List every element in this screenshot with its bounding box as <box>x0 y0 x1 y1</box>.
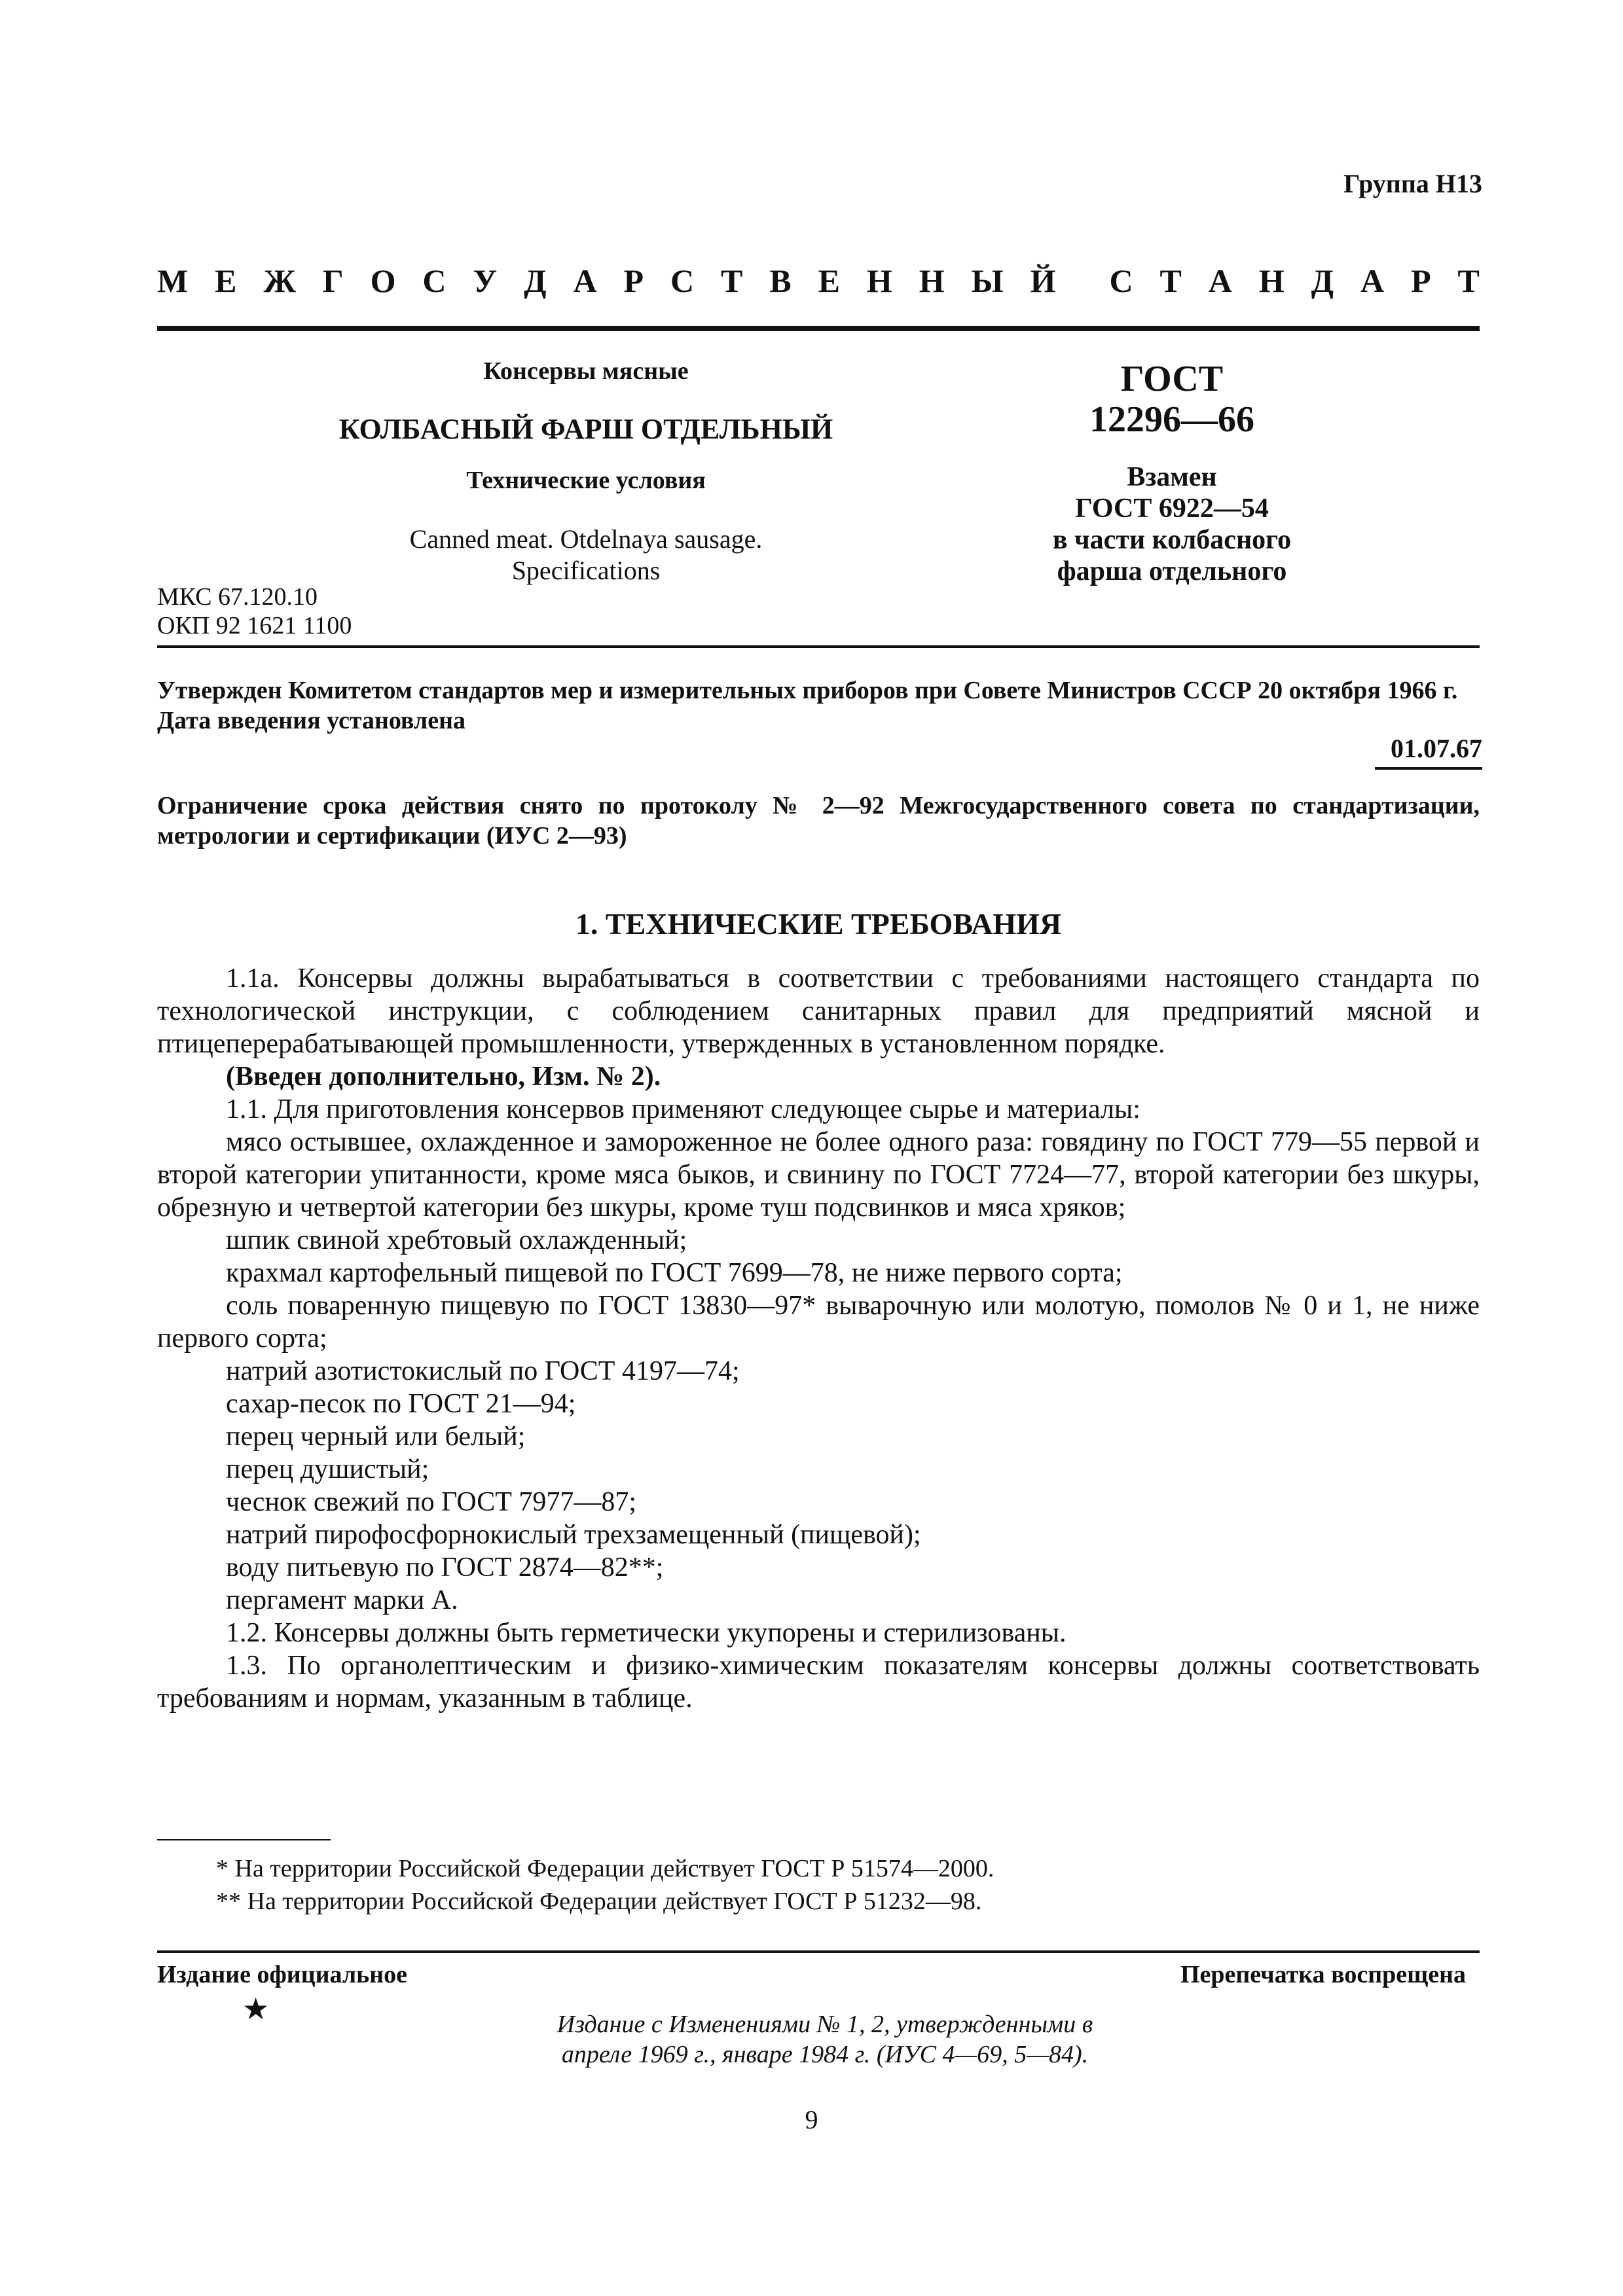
banner-letter: С <box>670 262 695 299</box>
banner-letter: А <box>1360 262 1385 299</box>
english-title-line: Specifications <box>511 556 661 585</box>
document-title: КОЛБАСНЫЙ ФАРШ ОТДЕЛЬНЫЙ <box>338 413 833 445</box>
effective-date: 01.07.67 <box>1391 734 1482 763</box>
banner-letter: Ы <box>971 262 1004 299</box>
banner-letter: Н <box>1258 262 1285 299</box>
page-number: 9 <box>805 2105 818 2134</box>
edition-note-line: Издание с Изменениями № 1, 2, утвержденными в <box>556 2011 1093 2038</box>
title-rule <box>157 645 1480 648</box>
paragraph-amendment-note: (Введен дополнительно, Изм. № 2). <box>226 1062 661 1092</box>
standard-banner <box>157 262 1480 300</box>
banner-letter: Н <box>919 262 945 299</box>
banner-letter: О <box>370 262 396 299</box>
date-underline <box>1375 767 1482 770</box>
paragraph: 1.2. Консервы должны быть герметически укупорены и стерилизованы. <box>226 1618 1067 1648</box>
list-item: шпик свиной хребтовый охлажденный; <box>226 1225 687 1255</box>
banner-letter: Й <box>1030 262 1056 299</box>
approval-info <box>157 675 1480 736</box>
footnote: ** На территории Российской Федерации действует ГОСТ Р 51232—98. <box>216 1888 982 1915</box>
banner-letter: Е <box>215 262 237 299</box>
product-category: Консервы мясные <box>483 357 689 385</box>
list-item: натрий азотистокислый по ГОСТ 4197—74; <box>226 1356 740 1386</box>
english-title <box>308 524 864 586</box>
validity-limit-note: Ограничение срока действия снято по протоколу № 2—92 Межгосударственного совета по стандартизации, метрологии и сертификации (ИУС 2—93) <box>157 792 1480 850</box>
edition-note-line: апреле 1969 г., январе 1984 г. (ИУС 4—69, 5—84). <box>561 2041 1089 2068</box>
list-item: натрий пирофосфорнокислый трехзамещенный (пищевой); <box>226 1520 921 1550</box>
banner-letter: Р <box>623 262 644 299</box>
banner-letter: А <box>573 262 597 299</box>
list-item: чеснок свежий по ГОСТ 7977—87; <box>226 1487 637 1517</box>
gost-number-block <box>962 359 1381 440</box>
section-title: 1. ТЕХНИЧЕСКИЕ ТРЕБОВАНИЯ <box>575 907 1062 941</box>
footnote: * На территории Российской Федерации действует ГОСТ Р 51574—2000. <box>216 1855 994 1882</box>
banner-letter: С <box>422 262 447 299</box>
section-body <box>157 962 1480 1715</box>
banner-letter: Р <box>1411 262 1431 299</box>
banner-letter: Д <box>1311 262 1334 299</box>
banner-letter: Д <box>524 262 547 299</box>
footer-rule <box>157 1950 1480 1953</box>
paragraph: 1.3. По органолептическим и физико-химическим показателям консервы должны соответствовать требованиям и нормам, указанным в таблице. <box>157 1651 1480 1713</box>
footnote-rule <box>157 1839 331 1840</box>
paragraph: 1.1. Для приготовления консервов применяют следующее сырье и материалы: <box>226 1094 1140 1124</box>
list-item: соль поваренную пищевую по ГОСТ 13830—97* выварочную или молотую, помолов № 0 и 1, не ниже первого сорта; <box>157 1291 1480 1354</box>
banner-letter: У <box>473 262 498 299</box>
banner-letter: В <box>769 262 792 299</box>
replaces-line: ГОСТ 6922—54 <box>1075 493 1269 524</box>
replaces-line: фарша отдельного <box>1057 556 1287 586</box>
banner-letter: Ж <box>263 262 296 299</box>
replaces-line: в части колбасного <box>1052 525 1292 555</box>
banner-letter: Н <box>866 262 892 299</box>
list-item: крахмал картофельный пищевой по ГОСТ 7699—78, не ниже первого сорта; <box>226 1258 1123 1288</box>
banner-letter: Г <box>322 262 344 299</box>
okp-code: ОКП 92 1621 1100 <box>157 612 352 639</box>
replaces-line: Взамен <box>1127 462 1217 492</box>
reprint-prohibited-label: Перепечатка воспрещена <box>1180 1961 1466 1988</box>
replaces-block <box>962 461 1381 587</box>
list-item: перец душистый; <box>226 1454 429 1484</box>
paragraph: 1.1а. Консервы должны вырабатываться в соответствии с требованиями настоящего стандарта по технологической инструкции, с соблюдением санитарных правил для предприятий мясной и птицеперерабатывающей промышленности, утвержденных в установленном порядке. <box>157 963 1480 1059</box>
banner-letter: М <box>157 262 189 299</box>
header-rule <box>157 326 1480 331</box>
mks-code: МКС 67.120.10 <box>157 583 318 611</box>
group-code: Группа Н13 <box>1343 169 1482 198</box>
star-icon: ★ <box>242 1992 270 2026</box>
banner-letter: Т <box>1159 262 1182 299</box>
list-item: сахар-песок по ГОСТ 21—94; <box>226 1389 576 1419</box>
document-subtitle: Технические условия <box>466 467 706 494</box>
english-title-line: Canned meat. Otdelnaya sausage. <box>409 524 763 554</box>
list-item: перец черный или белый; <box>226 1422 526 1452</box>
classification-codes <box>157 583 352 640</box>
gost-number: 12296—66 <box>1089 399 1254 440</box>
official-edition-label: Издание официальное <box>157 1961 408 1988</box>
banner-letter: Т <box>1457 262 1480 299</box>
banner-letter: А <box>1208 262 1232 299</box>
list-item: мясо остывшее, охлажденное и замороженное не более одного раза: говядину по ГОСТ 779—55 первой и второй категории упитанности, кроме мяса быков, и свинину по ГОСТ 7724—77, второй категории без шкуры, обрезную и четвертой категории без шкуры, кроме туш подсвинков и мяса хряков; <box>157 1127 1480 1223</box>
list-item: воду питьевую по ГОСТ 2874—82**; <box>226 1552 664 1583</box>
gost-label: ГОСТ <box>1120 359 1224 399</box>
banner-letter: Т <box>721 262 743 299</box>
edition-note <box>498 2009 1152 2070</box>
footnotes <box>157 1852 1480 1918</box>
banner-letter: С <box>1109 262 1133 299</box>
approval-line: Утвержден Комитетом стандартов мер и измерительных приборов при Совете Министров СССР 20 октября 1966 г. <box>157 677 1458 704</box>
effective-date-label: Дата введения установлена <box>157 707 466 734</box>
list-item: пергамент марки А. <box>226 1585 458 1615</box>
banner-letter: Е <box>818 262 840 299</box>
